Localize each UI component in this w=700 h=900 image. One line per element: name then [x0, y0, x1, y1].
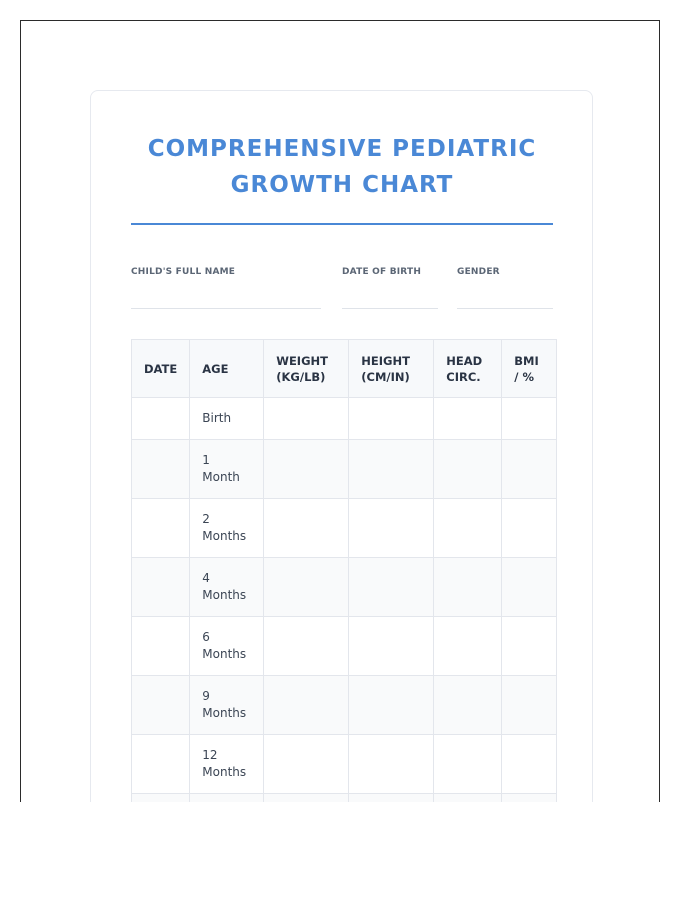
col-header-height: HEIGHT (CM/IN): [349, 340, 434, 398]
table-row: [132, 676, 557, 735]
document-page: [20, 20, 660, 802]
head-circ-cell[interactable]: [434, 558, 502, 617]
height-cell[interactable]: [349, 617, 434, 676]
age-cell: 6 Months: [190, 617, 264, 676]
age-cell: 2 Months: [190, 499, 264, 558]
date-of-birth-label: DATE OF BIRTH: [342, 267, 422, 277]
bmi-cell[interactable]: [502, 617, 557, 676]
date-cell[interactable]: [132, 735, 190, 794]
title-divider: [131, 223, 553, 225]
page-title: COMPREHENSIVE PEDIATRIC GROWTH CHART: [147, 136, 537, 198]
head-circ-cell[interactable]: [434, 794, 502, 803]
age-cell: Birth: [190, 398, 264, 440]
gender-label: GENDER: [457, 267, 500, 277]
growth-table: [131, 339, 557, 802]
child-name-label: CHILD'S FULL NAME: [131, 267, 236, 277]
age-cell: 4 Months: [190, 558, 264, 617]
col-header-date: DATE: [132, 340, 190, 398]
growth-chart-card: [90, 90, 593, 802]
height-cell[interactable]: [349, 676, 434, 735]
col-header-head-circ: HEAD CIRC.: [434, 340, 502, 398]
head-circ-cell[interactable]: [434, 398, 502, 440]
bmi-cell[interactable]: [502, 440, 557, 499]
table-row: [132, 398, 557, 440]
child-name-input-line[interactable]: [131, 308, 321, 309]
bmi-cell[interactable]: [502, 558, 557, 617]
date-of-birth-field[interactable]: [342, 267, 421, 277]
head-circ-cell[interactable]: [434, 499, 502, 558]
table-row: [132, 558, 557, 617]
date-cell[interactable]: [132, 794, 190, 803]
height-cell[interactable]: [349, 735, 434, 794]
head-circ-cell[interactable]: [434, 440, 502, 499]
col-header-weight: WEIGHT (KG/LB): [264, 340, 349, 398]
gender-input-line[interactable]: [457, 308, 553, 309]
date-cell[interactable]: [132, 617, 190, 676]
height-cell[interactable]: [349, 794, 434, 803]
bmi-cell[interactable]: [502, 735, 557, 794]
col-header-age: AGE: [190, 340, 264, 398]
table-row: [132, 735, 557, 794]
weight-cell[interactable]: [264, 499, 349, 558]
date-cell[interactable]: [132, 398, 190, 440]
bmi-cell[interactable]: [502, 398, 557, 440]
weight-cell[interactable]: [264, 440, 349, 499]
weight-cell[interactable]: [264, 617, 349, 676]
table-row: [132, 499, 557, 558]
table-row: [132, 617, 557, 676]
table-header-row: [132, 340, 557, 398]
date-cell[interactable]: [132, 440, 190, 499]
head-circ-cell[interactable]: [434, 735, 502, 794]
bmi-cell[interactable]: [502, 794, 557, 803]
weight-cell[interactable]: [264, 676, 349, 735]
head-circ-cell[interactable]: [434, 617, 502, 676]
date-cell[interactable]: [132, 676, 190, 735]
head-circ-cell[interactable]: [434, 676, 502, 735]
gender-field[interactable]: [457, 267, 500, 277]
date-cell[interactable]: [132, 558, 190, 617]
age-cell: [190, 794, 264, 803]
table-row: [132, 794, 557, 803]
bmi-cell[interactable]: [502, 499, 557, 558]
height-cell[interactable]: [349, 440, 434, 499]
weight-cell[interactable]: [264, 794, 349, 803]
table-row: [132, 440, 557, 499]
weight-cell[interactable]: [264, 735, 349, 794]
child-name-field[interactable]: [131, 267, 235, 277]
age-cell: 9 Months: [190, 676, 264, 735]
weight-cell[interactable]: [264, 558, 349, 617]
age-cell: 1 Month: [190, 440, 264, 499]
col-header-bmi: BMI / %: [502, 340, 557, 398]
height-cell[interactable]: [349, 558, 434, 617]
height-cell[interactable]: [349, 499, 434, 558]
height-cell[interactable]: [349, 398, 434, 440]
weight-cell[interactable]: [264, 398, 349, 440]
date-of-birth-input-line[interactable]: [342, 308, 438, 309]
age-cell: 12 Months: [190, 735, 264, 794]
bmi-cell[interactable]: [502, 676, 557, 735]
date-cell[interactable]: [132, 499, 190, 558]
